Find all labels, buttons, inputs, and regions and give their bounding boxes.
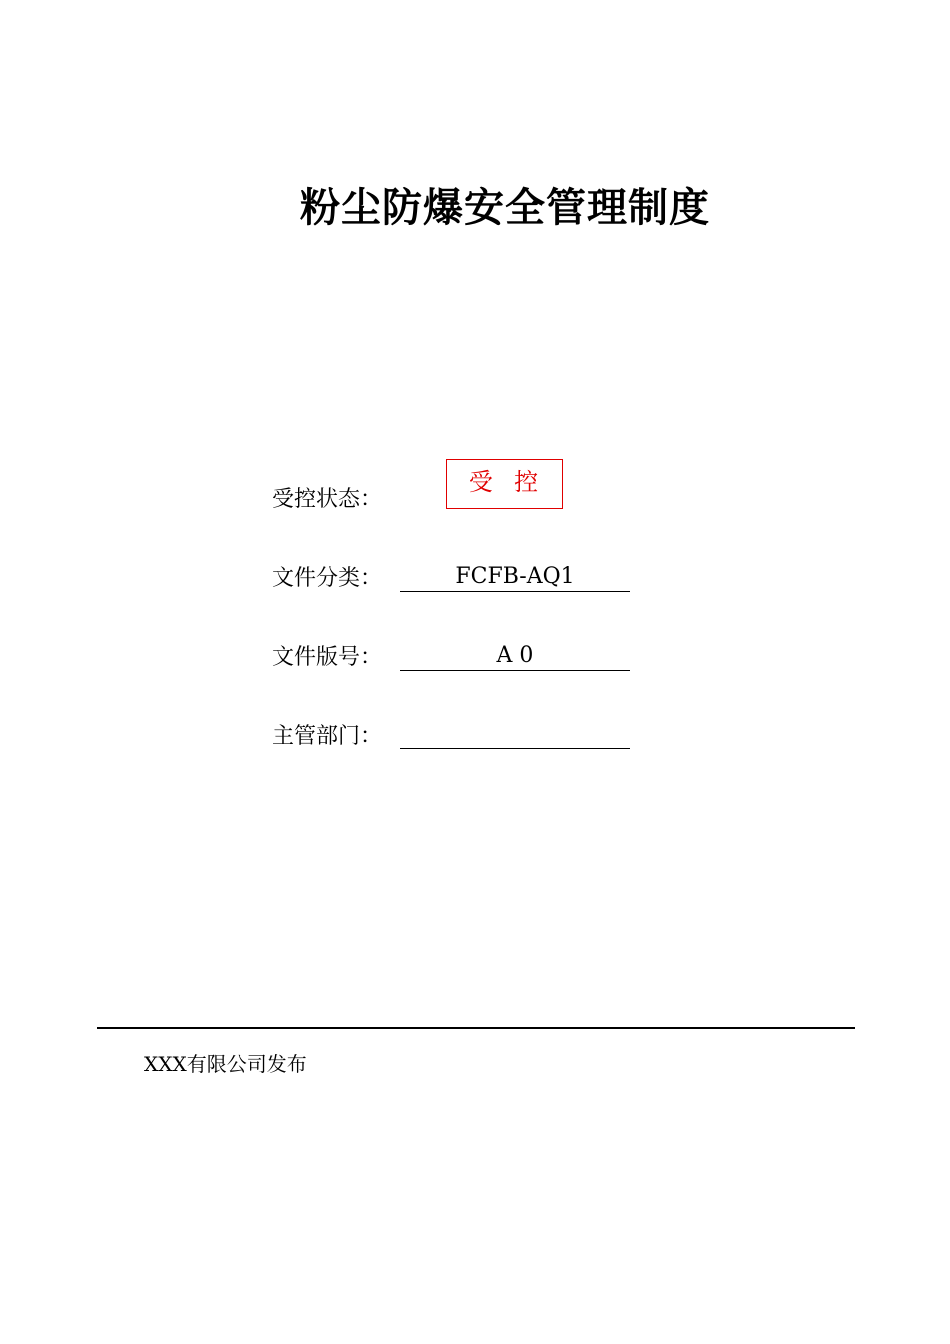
publisher-text: XXX有限公司发布 — [144, 1052, 307, 1076]
file-version-value: A 0 — [400, 642, 630, 671]
department-label: 主管部门： — [272, 724, 383, 749]
controlled-stamp: 受 控 — [446, 459, 563, 509]
control-status-label: 受控状态： — [272, 487, 383, 512]
department-value — [400, 720, 630, 749]
file-category-label: 文件分类： — [272, 566, 383, 591]
file-version-label: 文件版号： — [272, 645, 383, 670]
footer-divider — [97, 1027, 855, 1029]
document-title: 粉尘防爆安全管理制度 — [300, 184, 710, 231]
file-category-value: FCFB-AQ1 — [400, 563, 630, 592]
